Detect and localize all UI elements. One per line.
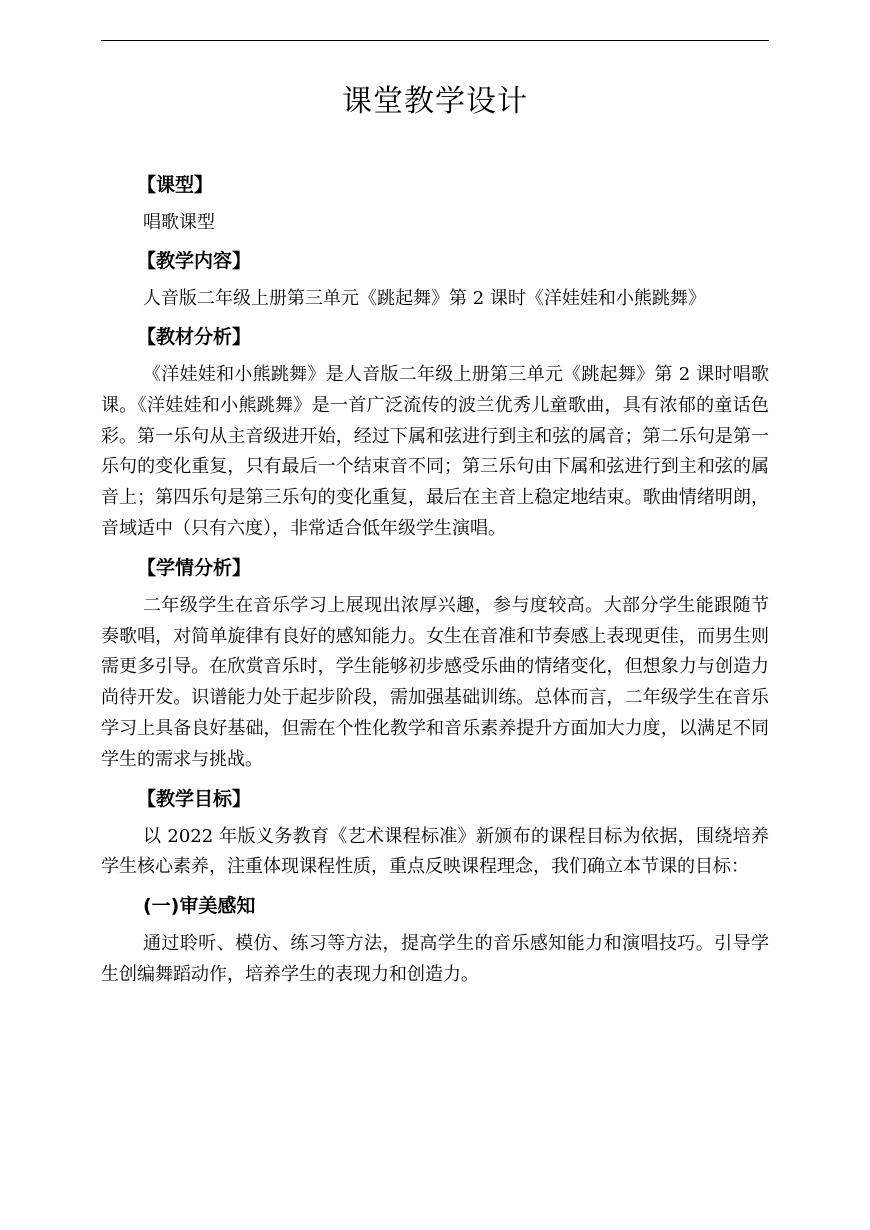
paragraph-student-analysis: 二年级学生在音乐学习上展现出浓厚兴趣，参与度较高。大部分学生能跟随节奏歌唱，对简单旋律有良好的感知能力。女生在音准和节奏感上表现更佳，而男生则需更多引导。在欣赏音乐时，学生能够初步感受乐曲的情绪变化，但想象力与创造力尚待开发。识谱能力处于起步阶段，需加强基础训练。总体而言，二年级学生在音乐学习上具备良好基础，但需在个性化教学和音乐素养提升方面加大力度，以满足不同学生的需求与挑战。	[101, 594, 769, 770]
document-body	[101, 166, 769, 995]
paragraph-teaching-content: 人音版二年级上册第三单元《跳起舞》第 2 课时《洋娃娃和小熊跳舞》	[143, 288, 706, 309]
paragraph-material-analysis: 《洋娃娃和小熊跳舞》是人音版二年级上册第三单元《跳起舞》第 2 课时唱歌课。《洋娃娃和小熊跳舞》是一首广泛流传的波兰优秀儿童歌曲，具有浓郁的童话色彩。第一乐句从主音级进开始，经过下属和弦进行到主和弦的属音；第二乐句是第一乐句的变化重复，只有最后一个结束音不同；第三乐句由下属和弦进行到主和弦的属音上；第四乐句是第三乐句的变化重复，最后在主音上稳定地结束。歌曲情绪明朗，音域适中（只有六度），非常适合低年级学生演唱。	[101, 364, 769, 539]
section-heading-student-analysis: 【学情分析】	[137, 556, 252, 579]
section-heading-teaching-content: 【教学内容】	[137, 250, 252, 272]
paragraph-teaching-goals: 以 2022 年版义务教育《艺术课程标准》新颁布的课程目标为依据，围绕培养学生核心素养，注重体现课程性质，重点反映课程理念，我们确立本节课的目标：	[101, 825, 769, 878]
header-rule	[101, 40, 769, 41]
section-heading-material-analysis: 【教材分析】	[137, 326, 252, 348]
section-heading-teaching-goals: 【教学目标】	[137, 787, 252, 810]
goal-heading-aesthetic-perception: (一)审美感知	[143, 895, 256, 918]
section-heading-lesson-type: 【课型】	[137, 174, 214, 196]
paragraph-aesthetic-perception: 通过聆听、模仿、练习等方法，提高学生的音乐感知能力和演唱技巧。引导学生创编舞蹈动作，培养学生的表现力和创造力。	[101, 933, 769, 985]
page-title: 课堂教学设计	[342, 84, 528, 119]
paragraph-lesson-type: 唱歌课型	[143, 212, 215, 233]
